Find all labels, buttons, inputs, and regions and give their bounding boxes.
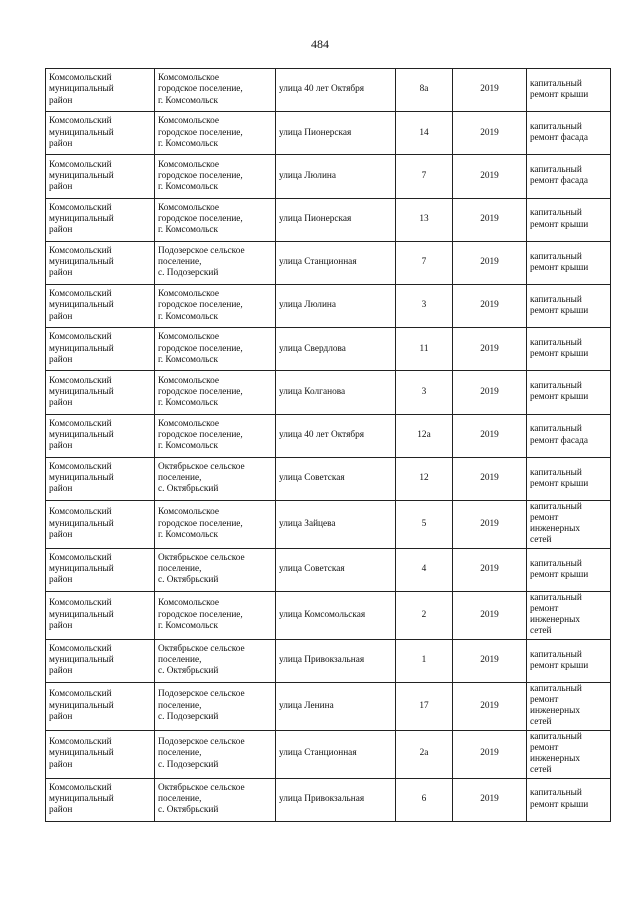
year-cell: 2019: [453, 198, 527, 241]
street-cell: улица Колганова: [276, 371, 396, 414]
table-row: [46, 112, 611, 155]
year-cell: 2019: [453, 682, 527, 730]
table-row: [46, 328, 611, 371]
street-cell: улица Люлина: [276, 155, 396, 198]
settlement-cell: Комсомольское городское поселение, г. Комсомольск: [155, 155, 276, 198]
street-cell: улица Привокзальная: [276, 639, 396, 682]
work-type-cell: капитальный ремонт крыши: [527, 371, 611, 414]
house-number-cell: 12: [396, 457, 453, 500]
house-number-cell: 2а: [396, 730, 453, 778]
settlement-cell: Комсомольское городское поселение, г. Комсомольск: [155, 500, 276, 548]
street-cell: улица Станционная: [276, 730, 396, 778]
district-cell: Комсомольский муниципальный район: [46, 591, 155, 639]
house-number-cell: 7: [396, 241, 453, 284]
year-cell: 2019: [453, 639, 527, 682]
work-type-cell: капитальный ремонт крыши: [527, 284, 611, 327]
work-type-cell: капитальный ремонт инженерных сетей: [527, 730, 611, 778]
year-cell: 2019: [453, 328, 527, 371]
street-cell: улица Советская: [276, 457, 396, 500]
year-cell: 2019: [453, 284, 527, 327]
district-cell: Комсомольский муниципальный район: [46, 69, 155, 112]
district-cell: Комсомольский муниципальный район: [46, 112, 155, 155]
table-row: [46, 591, 611, 639]
work-type-cell: капитальный ремонт крыши: [527, 241, 611, 284]
page-number: 484: [311, 37, 329, 51]
table-row: [46, 457, 611, 500]
table-row: [46, 155, 611, 198]
table-body: [46, 69, 611, 822]
district-cell: Комсомольский муниципальный район: [46, 778, 155, 821]
settlement-cell: Октябрьское сельское поселение, с. Октябрьский: [155, 457, 276, 500]
street-cell: улица Пионерская: [276, 112, 396, 155]
district-cell: Комсомольский муниципальный район: [46, 548, 155, 591]
year-cell: 2019: [453, 69, 527, 112]
settlement-cell: Подозерское сельское поселение, с. Подозерский: [155, 730, 276, 778]
settlement-cell: Комсомольское городское поселение, г. Комсомольск: [155, 198, 276, 241]
work-type-cell: капитальный ремонт крыши: [527, 328, 611, 371]
district-cell: Комсомольский муниципальный район: [46, 500, 155, 548]
street-cell: улица Комсомольская: [276, 591, 396, 639]
year-cell: 2019: [453, 591, 527, 639]
settlement-cell: Комсомольское городское поселение, г. Комсомольск: [155, 591, 276, 639]
street-cell: улица Люлина: [276, 284, 396, 327]
table-row: [46, 548, 611, 591]
year-cell: 2019: [453, 730, 527, 778]
table-row: [46, 198, 611, 241]
street-cell: улица Свердлова: [276, 328, 396, 371]
house-number-cell: 3: [396, 371, 453, 414]
settlement-cell: Комсомольское городское поселение, г. Комсомольск: [155, 414, 276, 457]
street-cell: улица Ленина: [276, 682, 396, 730]
work-type-cell: капитальный ремонт инженерных сетей: [527, 591, 611, 639]
year-cell: 2019: [453, 778, 527, 821]
settlement-cell: Комсомольское городское поселение, г. Комсомольск: [155, 112, 276, 155]
settlement-cell: Октябрьское сельское поселение, с. Октябрьский: [155, 778, 276, 821]
repair-registry-table: [45, 68, 611, 822]
work-type-cell: капитальный ремонт крыши: [527, 69, 611, 112]
year-cell: 2019: [453, 241, 527, 284]
house-number-cell: 3: [396, 284, 453, 327]
house-number-cell: 8а: [396, 69, 453, 112]
table-row: [46, 778, 611, 821]
street-cell: улица Станционная: [276, 241, 396, 284]
table-row: [46, 241, 611, 284]
year-cell: 2019: [453, 371, 527, 414]
house-number-cell: 4: [396, 548, 453, 591]
settlement-cell: Комсомольское городское поселение, г. Комсомольск: [155, 371, 276, 414]
street-cell: улица 40 лет Октября: [276, 414, 396, 457]
year-cell: 2019: [453, 548, 527, 591]
table-row: [46, 500, 611, 548]
year-cell: 2019: [453, 457, 527, 500]
year-cell: 2019: [453, 414, 527, 457]
district-cell: Комсомольский муниципальный район: [46, 198, 155, 241]
work-type-cell: капитальный ремонт фасада: [527, 155, 611, 198]
district-cell: Комсомольский муниципальный район: [46, 328, 155, 371]
street-cell: улица Пионерская: [276, 198, 396, 241]
district-cell: Комсомольский муниципальный район: [46, 284, 155, 327]
house-number-cell: 14: [396, 112, 453, 155]
table-row: [46, 730, 611, 778]
street-cell: улица Привокзальная: [276, 778, 396, 821]
house-number-cell: 12а: [396, 414, 453, 457]
house-number-cell: 17: [396, 682, 453, 730]
settlement-cell: Октябрьское сельское поселение, с. Октябрьский: [155, 548, 276, 591]
district-cell: Комсомольский муниципальный район: [46, 457, 155, 500]
district-cell: Комсомольский муниципальный район: [46, 414, 155, 457]
work-type-cell: капитальный ремонт инженерных сетей: [527, 682, 611, 730]
year-cell: 2019: [453, 500, 527, 548]
table-row: [46, 639, 611, 682]
district-cell: Комсомольский муниципальный район: [46, 371, 155, 414]
work-type-cell: капитальный ремонт фасада: [527, 414, 611, 457]
street-cell: улица Зайцева: [276, 500, 396, 548]
district-cell: Комсомольский муниципальный район: [46, 639, 155, 682]
settlement-cell: Октябрьское сельское поселение, с. Октябрьский: [155, 639, 276, 682]
district-cell: Комсомольский муниципальный район: [46, 155, 155, 198]
street-cell: улица Советская: [276, 548, 396, 591]
house-number-cell: 1: [396, 639, 453, 682]
work-type-cell: капитальный ремонт крыши: [527, 778, 611, 821]
house-number-cell: 5: [396, 500, 453, 548]
house-number-cell: 13: [396, 198, 453, 241]
settlement-cell: Комсомольское городское поселение, г. Комсомольск: [155, 284, 276, 327]
work-type-cell: капитальный ремонт крыши: [527, 198, 611, 241]
district-cell: Комсомольский муниципальный район: [46, 241, 155, 284]
work-type-cell: капитальный ремонт инженерных сетей: [527, 500, 611, 548]
house-number-cell: 11: [396, 328, 453, 371]
settlement-cell: Комсомольское городское поселение, г. Комсомольск: [155, 69, 276, 112]
settlement-cell: Подозерское сельское поселение, с. Подозерский: [155, 241, 276, 284]
settlement-cell: Подозерское сельское поселение, с. Подозерский: [155, 682, 276, 730]
year-cell: 2019: [453, 112, 527, 155]
district-cell: Комсомольский муниципальный район: [46, 730, 155, 778]
house-number-cell: 6: [396, 778, 453, 821]
street-cell: улица 40 лет Октября: [276, 69, 396, 112]
table-row: [46, 69, 611, 112]
work-type-cell: капитальный ремонт фасада: [527, 112, 611, 155]
table-row: [46, 371, 611, 414]
district-cell: Комсомольский муниципальный район: [46, 682, 155, 730]
table-row: [46, 284, 611, 327]
year-cell: 2019: [453, 155, 527, 198]
settlement-cell: Комсомольское городское поселение, г. Комсомольск: [155, 328, 276, 371]
work-type-cell: капитальный ремонт крыши: [527, 548, 611, 591]
work-type-cell: капитальный ремонт крыши: [527, 639, 611, 682]
table-row: [46, 682, 611, 730]
table-row: [46, 414, 611, 457]
house-number-cell: 7: [396, 155, 453, 198]
work-type-cell: капитальный ремонт крыши: [527, 457, 611, 500]
house-number-cell: 2: [396, 591, 453, 639]
